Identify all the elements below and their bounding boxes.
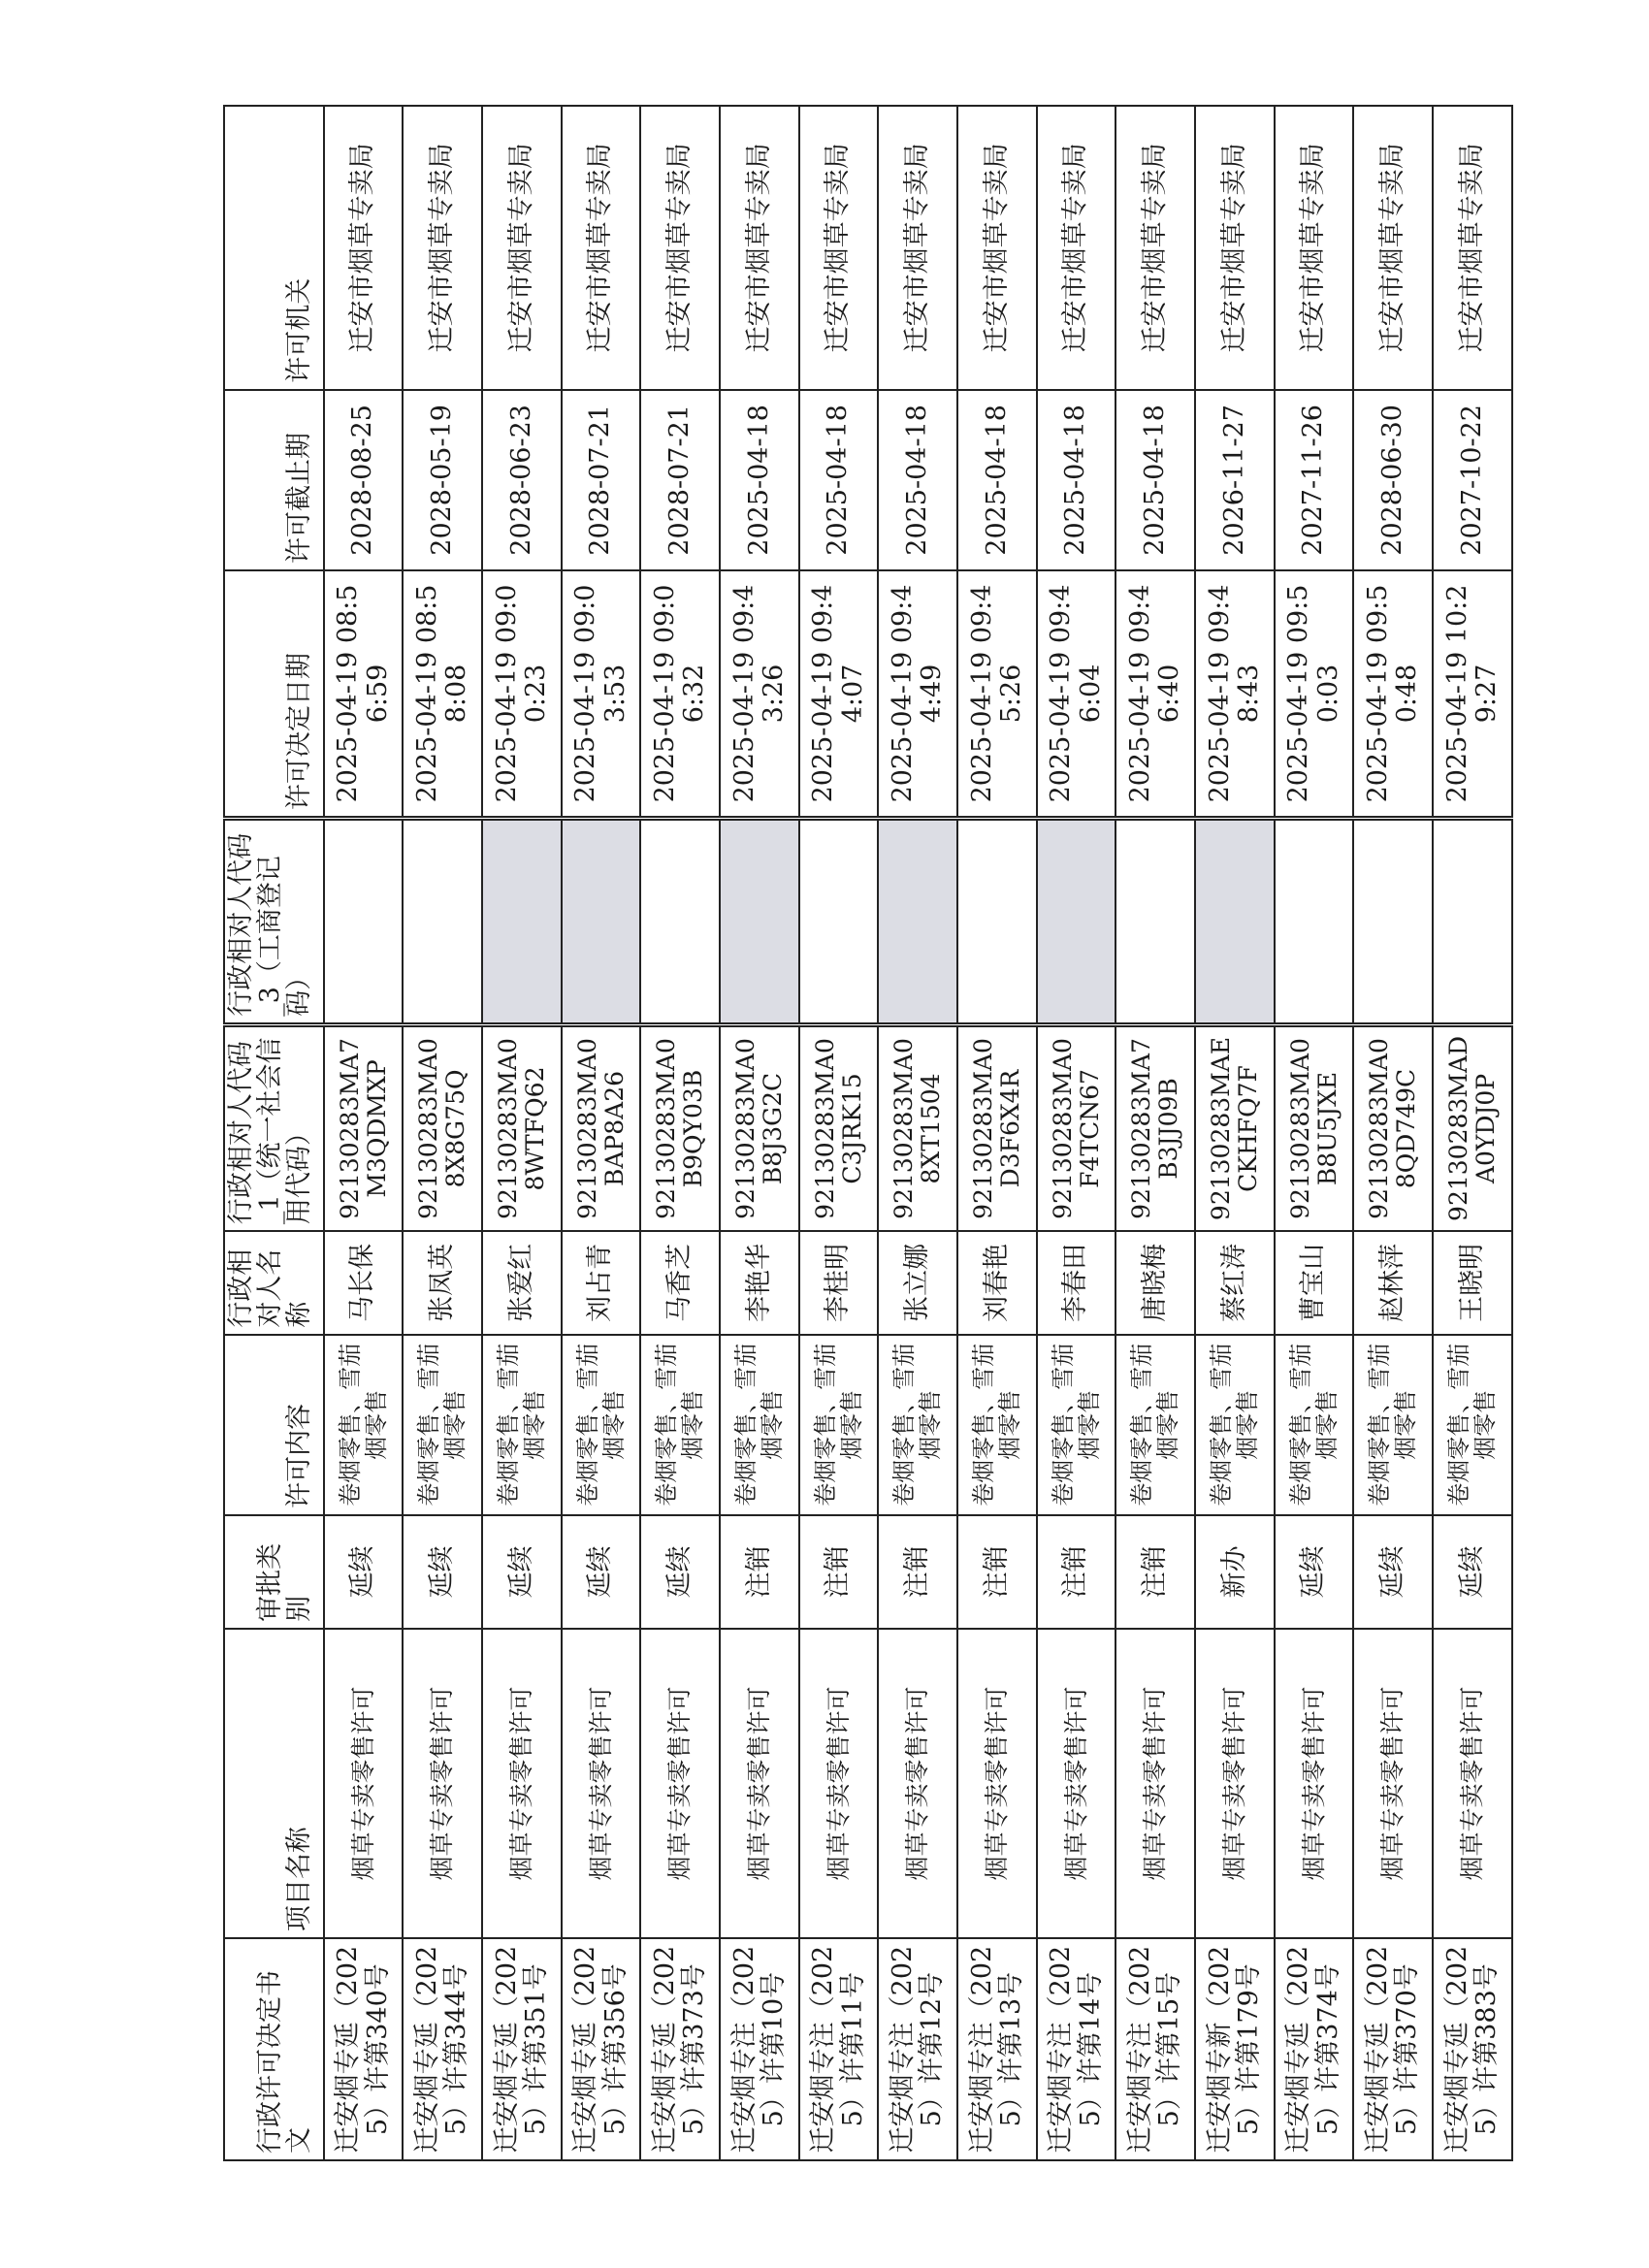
cell-party: 赵林萍	[1353, 1231, 1433, 1334]
cell-code3	[720, 818, 799, 1024]
cell-content: 卷烟零售、雪茄烟零售	[482, 1335, 562, 1515]
cell-content: 卷烟零售、雪茄烟零售	[878, 1335, 957, 1515]
permit-table	[223, 105, 1513, 2161]
cell-authority: 迁安市烟草专卖局	[1353, 106, 1433, 390]
cell-content: 卷烟零售、雪茄烟零售	[324, 1335, 404, 1515]
header-code3: 行政相对人代码_3（工商登记码）	[224, 818, 324, 1024]
cell-doc: 迁安烟专延（2025）许第344号	[403, 1938, 482, 2160]
cell-code1: 92130283MA0C3JRK15	[799, 1024, 879, 1231]
cell-doc: 迁安烟专注（2025）许第14号	[1037, 1938, 1116, 2160]
table-row	[799, 106, 879, 2160]
cell-project: 烟草专卖零售许可	[957, 1629, 1037, 1938]
cell-party: 马香芝	[640, 1231, 720, 1334]
cell-authority: 迁安市烟草专卖局	[562, 106, 641, 390]
cell-code1: 92130283MA08XT1504	[878, 1024, 957, 1231]
table-row	[640, 106, 720, 2160]
cell-authority: 迁安市烟草专卖局	[482, 106, 562, 390]
header-decision-date: 许可决定日期	[224, 570, 324, 818]
cell-doc: 迁安烟专注（2025）许第12号	[878, 1938, 957, 2160]
cell-expiry: 2025-04-18	[720, 390, 799, 570]
cell-expiry: 2027-10-22	[1433, 390, 1512, 570]
table-row	[1433, 106, 1512, 2160]
cell-project: 烟草专卖零售许可	[1275, 1629, 1354, 1938]
cell-expiry: 2028-08-25	[324, 390, 404, 570]
cell-doc: 迁安烟专延（2025）许第383号	[1433, 1938, 1512, 2160]
cell-party: 李春田	[1037, 1231, 1116, 1334]
cell-code3	[957, 818, 1037, 1024]
header-expiry: 许可截止期	[224, 390, 324, 570]
cell-code1: 92130283MA0F4TCN67	[1037, 1024, 1116, 1231]
cell-party: 张立娜	[878, 1231, 957, 1334]
cell-code3	[878, 818, 957, 1024]
cell-party: 张爱红	[482, 1231, 562, 1334]
cell-party: 王晓明	[1433, 1231, 1512, 1334]
cell-decision-date: 2025-04-19 09:45:26	[957, 570, 1037, 818]
cell-content: 卷烟零售、雪茄烟零售	[640, 1335, 720, 1515]
cell-expiry: 2028-06-23	[482, 390, 562, 570]
cell-code1: 92130283MA08QD749C	[1353, 1024, 1433, 1231]
table-row	[562, 106, 641, 2160]
cell-code3	[799, 818, 879, 1024]
cell-authority: 迁安市烟草专卖局	[878, 106, 957, 390]
cell-code1: 92130283MAECKHFQ7F	[1195, 1024, 1275, 1231]
cell-content: 卷烟零售、雪茄烟零售	[799, 1335, 879, 1515]
header-authority: 许可机关	[224, 106, 324, 390]
cell-party: 刘占青	[562, 1231, 641, 1334]
table-row	[720, 106, 799, 2160]
cell-decision-date: 2025-04-19 09:50:03	[1275, 570, 1354, 818]
cell-project: 烟草专卖零售许可	[482, 1629, 562, 1938]
cell-expiry: 2025-04-18	[878, 390, 957, 570]
cell-approval-type: 延续	[1275, 1515, 1354, 1629]
cell-doc: 迁安烟专延（2025）许第373号	[640, 1938, 720, 2160]
header-code1: 行政相对人代码_1（统一社会信用代码）	[224, 1024, 324, 1231]
cell-content: 卷烟零售、雪茄烟零售	[403, 1335, 482, 1515]
table-row	[324, 106, 404, 2160]
cell-code3	[1353, 818, 1433, 1024]
cell-authority: 迁安市烟草专卖局	[324, 106, 404, 390]
cell-code3	[1195, 818, 1275, 1024]
cell-content: 卷烟零售、雪茄烟零售	[1433, 1335, 1512, 1515]
cell-doc: 迁安烟专注（2025）许第10号	[720, 1938, 799, 2160]
cell-doc: 迁安烟专注（2025）许第15号	[1116, 1938, 1195, 2160]
cell-decision-date: 2025-04-19 10:29:27	[1433, 570, 1512, 818]
cell-decision-date: 2025-04-19 09:03:53	[562, 570, 641, 818]
cell-code1: 92130283MA7B3JJ09B	[1116, 1024, 1195, 1231]
cell-content: 卷烟零售、雪茄烟零售	[562, 1335, 641, 1515]
cell-approval-type: 延续	[562, 1515, 641, 1629]
table-header-row	[224, 106, 324, 2160]
cell-authority: 迁安市烟草专卖局	[1116, 106, 1195, 390]
cell-approval-type: 注销	[1037, 1515, 1116, 1629]
cell-project: 烟草专卖零售许可	[562, 1629, 641, 1938]
cell-party: 曹宝山	[1275, 1231, 1354, 1334]
cell-expiry: 2028-07-21	[640, 390, 720, 570]
cell-expiry: 2025-04-18	[1037, 390, 1116, 570]
cell-code1: 92130283MA0B8U5JXE	[1275, 1024, 1354, 1231]
cell-decision-date: 2025-04-19 09:43:26	[720, 570, 799, 818]
cell-decision-date: 2025-04-19 09:44:07	[799, 570, 879, 818]
cell-approval-type: 延续	[403, 1515, 482, 1629]
cell-decision-date: 2025-04-19 09:00:23	[482, 570, 562, 818]
cell-decision-date: 2025-04-19 09:44:49	[878, 570, 957, 818]
cell-doc: 迁安烟专注（2025）许第13号	[957, 1938, 1037, 2160]
cell-authority: 迁安市烟草专卖局	[1433, 106, 1512, 390]
cell-approval-type: 注销	[957, 1515, 1037, 1629]
cell-content: 卷烟零售、雪茄烟零售	[1353, 1335, 1433, 1515]
cell-expiry: 2025-04-18	[957, 390, 1037, 570]
cell-approval-type: 延续	[1353, 1515, 1433, 1629]
cell-party: 唐晓梅	[1116, 1231, 1195, 1334]
table-row	[482, 106, 562, 2160]
cell-approval-type: 延续	[482, 1515, 562, 1629]
cell-authority: 迁安市烟草专卖局	[1195, 106, 1275, 390]
table-body	[324, 106, 1512, 2160]
cell-authority: 迁安市烟草专卖局	[640, 106, 720, 390]
cell-party: 马长保	[324, 1231, 404, 1334]
cell-doc: 迁安烟专延（2025）许第356号	[562, 1938, 641, 2160]
cell-code3	[1275, 818, 1354, 1024]
cell-code1: 92130283MADA0YDJ0P	[1433, 1024, 1512, 1231]
cell-content: 卷烟零售、雪茄烟零售	[1037, 1335, 1116, 1515]
cell-expiry: 2028-05-19	[403, 390, 482, 570]
cell-doc: 迁安烟专新（2025）许第179号	[1195, 1938, 1275, 2160]
cell-code3	[482, 818, 562, 1024]
cell-authority: 迁安市烟草专卖局	[1275, 106, 1354, 390]
cell-authority: 迁安市烟草专卖局	[720, 106, 799, 390]
cell-party: 刘春艳	[957, 1231, 1037, 1334]
cell-content: 卷烟零售、雪茄烟零售	[957, 1335, 1037, 1515]
cell-content: 卷烟零售、雪茄烟零售	[720, 1335, 799, 1515]
cell-approval-type: 新办	[1195, 1515, 1275, 1629]
cell-decision-date: 2025-04-19 09:50:48	[1353, 570, 1433, 818]
cell-approval-type: 延续	[1433, 1515, 1512, 1629]
table-row	[1195, 106, 1275, 2160]
cell-expiry: 2028-07-21	[562, 390, 641, 570]
cell-code1: 92130283MA0B8J3G2C	[720, 1024, 799, 1231]
cell-project: 烟草专卖零售许可	[1116, 1629, 1195, 1938]
cell-code3	[1116, 818, 1195, 1024]
cell-decision-date: 2025-04-19 09:46:04	[1037, 570, 1116, 818]
header-approval-type: 审批类别	[224, 1515, 324, 1629]
cell-party: 张凤英	[403, 1231, 482, 1334]
cell-approval-type: 注销	[1116, 1515, 1195, 1629]
cell-authority: 迁安市烟草专卖局	[799, 106, 879, 390]
cell-decision-date: 2025-04-19 08:56:59	[324, 570, 404, 818]
cell-code1: 92130283MA7M3QDMXP	[324, 1024, 404, 1231]
cell-decision-date: 2025-04-19 09:48:43	[1195, 570, 1275, 818]
cell-approval-type: 注销	[878, 1515, 957, 1629]
table-row	[403, 106, 482, 2160]
cell-party: 蔡红涛	[1195, 1231, 1275, 1334]
cell-project: 烟草专卖零售许可	[799, 1629, 879, 1938]
cell-project: 烟草专卖零售许可	[324, 1629, 404, 1938]
header-project: 项目名称	[224, 1629, 324, 1938]
table-row	[957, 106, 1037, 2160]
cell-project: 烟草专卖零售许可	[403, 1629, 482, 1938]
cell-content: 卷烟零售、雪茄烟零售	[1116, 1335, 1195, 1515]
table-row	[1116, 106, 1195, 2160]
cell-project: 烟草专卖零售许可	[720, 1629, 799, 1938]
cell-decision-date: 2025-04-19 09:06:32	[640, 570, 720, 818]
rotated-table-wrapper	[223, 105, 1513, 2161]
table-row	[1037, 106, 1116, 2160]
cell-code1: 92130283MA0B9QY03B	[640, 1024, 720, 1231]
table-row	[878, 106, 957, 2160]
cell-project: 烟草专卖零售许可	[1353, 1629, 1433, 1938]
header-doc: 行政许可决定书文	[224, 1938, 324, 2160]
header-content: 许可内容	[224, 1335, 324, 1515]
cell-expiry: 2028-06-30	[1353, 390, 1433, 570]
table-row	[1275, 106, 1354, 2160]
cell-approval-type: 延续	[640, 1515, 720, 1629]
cell-project: 烟草专卖零售许可	[640, 1629, 720, 1938]
cell-party: 李艳华	[720, 1231, 799, 1334]
cell-project: 烟草专卖零售许可	[1037, 1629, 1116, 1938]
cell-content: 卷烟零售、雪茄烟零售	[1275, 1335, 1354, 1515]
cell-doc: 迁安烟专延（2025）许第340号	[324, 1938, 404, 2160]
cell-decision-date: 2025-04-19 09:46:40	[1116, 570, 1195, 818]
cell-approval-type: 注销	[799, 1515, 879, 1629]
cell-code1: 92130283MA0BAP8A26	[562, 1024, 641, 1231]
cell-authority: 迁安市烟草专卖局	[957, 106, 1037, 390]
cell-approval-type: 注销	[720, 1515, 799, 1629]
cell-doc: 迁安烟专延（2025）许第374号	[1275, 1938, 1354, 2160]
cell-code3	[1037, 818, 1116, 1024]
cell-code1: 92130283MA0D3F6X4R	[957, 1024, 1037, 1231]
cell-code3	[640, 818, 720, 1024]
cell-expiry: 2026-11-27	[1195, 390, 1275, 570]
cell-code3	[562, 818, 641, 1024]
cell-project: 烟草专卖零售许可	[1195, 1629, 1275, 1938]
cell-doc: 迁安烟专注（2025）许第11号	[799, 1938, 879, 2160]
cell-doc: 迁安烟专延（2025）许第370号	[1353, 1938, 1433, 2160]
cell-expiry: 2025-04-18	[1116, 390, 1195, 570]
cell-project: 烟草专卖零售许可	[1433, 1629, 1512, 1938]
cell-doc: 迁安烟专延（2025）许第351号	[482, 1938, 562, 2160]
cell-authority: 迁安市烟草专卖局	[403, 106, 482, 390]
cell-approval-type: 延续	[324, 1515, 404, 1629]
cell-code3	[1433, 818, 1512, 1024]
cell-authority: 迁安市烟草专卖局	[1037, 106, 1116, 390]
cell-code1: 92130283MA08X8G75Q	[403, 1024, 482, 1231]
cell-party: 李桂明	[799, 1231, 879, 1334]
cell-decision-date: 2025-04-19 08:58:08	[403, 570, 482, 818]
cell-code3	[324, 818, 404, 1024]
cell-content: 卷烟零售、雪茄烟零售	[1195, 1335, 1275, 1515]
header-party: 行政相对人名称	[224, 1231, 324, 1334]
cell-expiry: 2025-04-18	[799, 390, 879, 570]
table-row	[1353, 106, 1433, 2160]
cell-code3	[403, 818, 482, 1024]
cell-code1: 92130283MA08WTFQ62	[482, 1024, 562, 1231]
cell-project: 烟草专卖零售许可	[878, 1629, 957, 1938]
cell-expiry: 2027-11-26	[1275, 390, 1354, 570]
